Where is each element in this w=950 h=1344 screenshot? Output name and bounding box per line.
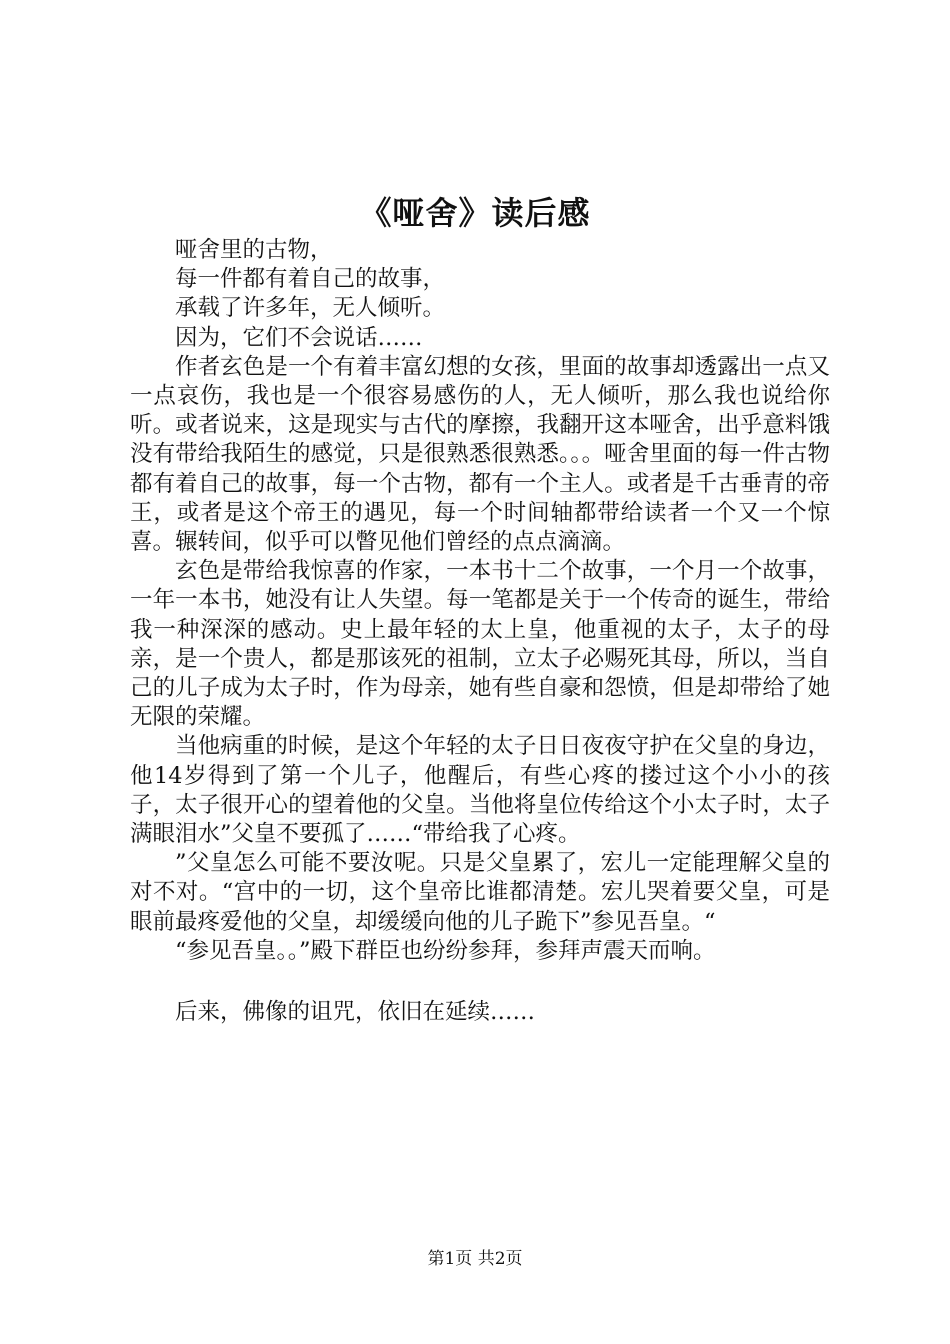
paragraph: 作者玄色是一个有着丰富幻想的女孩，里面的故事却透露出一点又一点哀伤，我也是一个很容易感伤的人，无人倾听，那么我也说给你听。或者说来，这是现实与古代的摩擦，我翻开这本哑舍，出乎意料饿没有带给我陌生的感觉，只是很熟悉很熟悉。。。哑舍里面的每一件古物都有着自己的故事，每一个古物，都有一个主人。或者是千古垂青的帝王，或者是这个帝王的遇见，每一个时间轴都带给读者一个又一个惊喜。辗转间，似乎可以瞥见他们曾经的点点滴滴。 bbox=[130, 353, 830, 556]
document-title: 《哑舍》读后感 bbox=[359, 194, 591, 232]
paragraph: “参见吾皇。。”殿下群臣也纷纷参拜，参拜声震天而响。 bbox=[175, 937, 716, 964]
paragraph: 玄色是带给我惊喜的作家，一本书十二个故事，一个月一个故事，一年一本书，她没有让人失望。每一笔都是关于一个传奇的诞生，带给我一种深深的感动。史上最年轻的太上皇，他重视的太子，太子的母亲，是一个贵人，都是那该死的祖制，立太子必赐死其母，所以，当自己的儿子成为太子时，作为母亲，她有些自豪和怨愤，但是却带给了她无限的荣耀。 bbox=[130, 558, 830, 731]
paragraph: 承载了许多年，无人倾听。 bbox=[175, 295, 446, 322]
paragraph: 当他病重的时候，是这个年轻的太子日日夜夜守护在父皇的身边，他14岁得到了第一个儿子，他醒后，有些心疼的搂过这个小小的孩子，太子很开心的望着他的父皇。当他将皇位传给这个小太子时，太子满眼泪水”父皇不要孤了……“带给我了心疼。 bbox=[130, 733, 830, 848]
paragraph: 每一件都有着自己的故事， bbox=[175, 266, 446, 293]
paragraph-spacer bbox=[130, 966, 830, 998]
paragraph: ”父皇怎么可能不要汝呢。只是父皇累了，宏儿一定能理解父皇的对不对。“宫中的一切，这个皇帝比谁都清楚。宏儿哭着要父皇，可是眼前最疼爱他的父皇，却缓缓向他的儿子跪下”参见吾皇。“ bbox=[130, 850, 830, 935]
paragraph: 因为，它们不会说话…… bbox=[175, 324, 423, 351]
page-number-footer: 第1页 共2页 bbox=[427, 1249, 523, 1269]
document-body bbox=[130, 236, 830, 1027]
paragraph: 后来，佛像的诅咒，依旧在延续…… bbox=[175, 999, 536, 1026]
paragraph: 哑舍里的古物， bbox=[175, 237, 333, 263]
